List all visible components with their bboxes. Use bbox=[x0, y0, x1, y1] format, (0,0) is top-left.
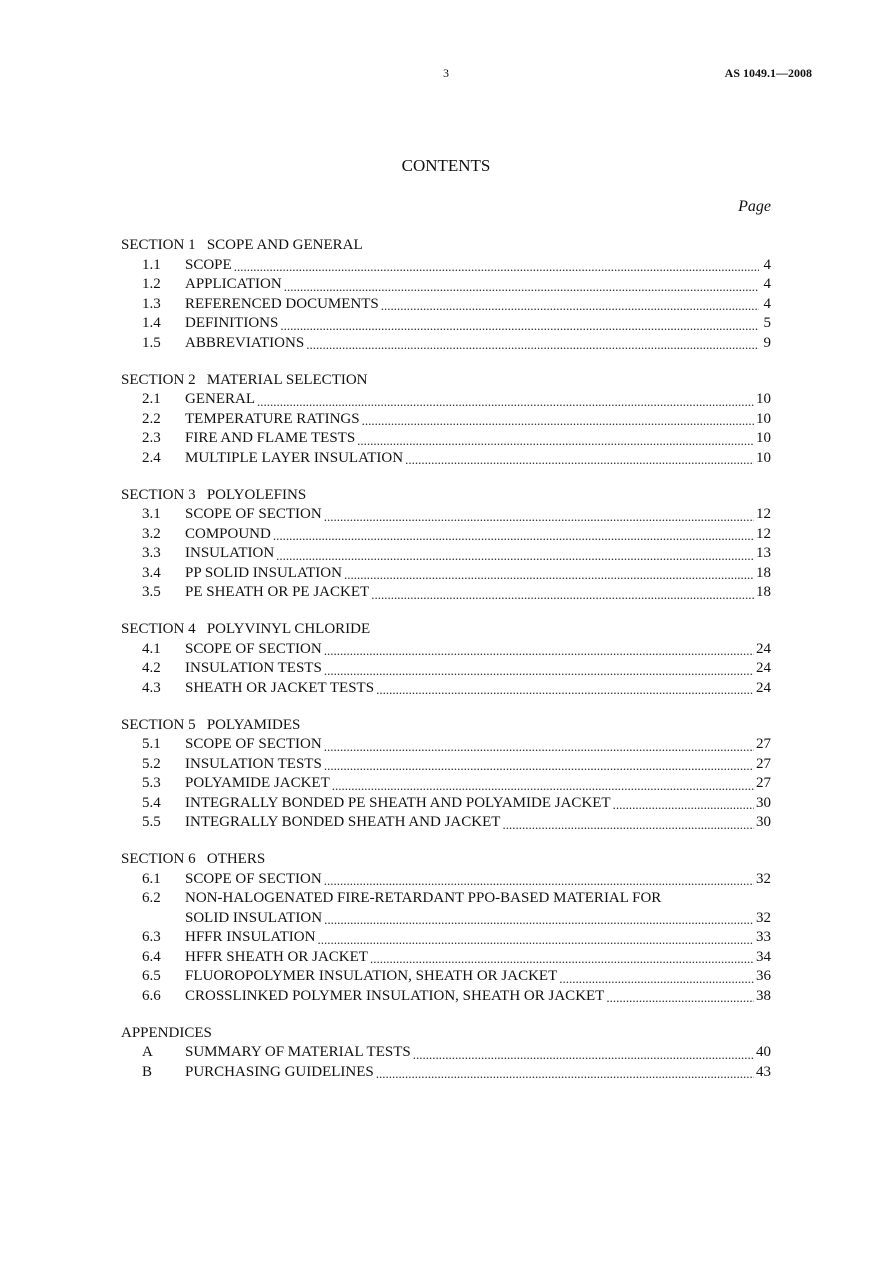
dot-leader bbox=[324, 872, 754, 889]
dot-leader bbox=[273, 527, 754, 544]
entry-number: 6.2 bbox=[142, 890, 161, 906]
dot-leader bbox=[332, 777, 754, 794]
entry-title: APPLICATION bbox=[185, 276, 282, 292]
entry-title: INSULATION bbox=[185, 545, 275, 561]
toc-section bbox=[121, 850, 771, 1006]
entry-title: CROSSLINKED POLYMER INSULATION, SHEATH OR JACKET bbox=[185, 987, 605, 1004]
entry-title: TEMPERATURE RATINGS bbox=[185, 410, 360, 427]
dot-leader bbox=[344, 566, 754, 583]
entry-page-number: 10 bbox=[756, 430, 771, 446]
dot-leader bbox=[370, 950, 754, 967]
toc-entry[interactable] bbox=[121, 889, 771, 928]
dot-leader bbox=[376, 681, 754, 698]
entry-title: INTEGRALLY BONDED SHEATH AND JACKET bbox=[185, 814, 501, 830]
entry-page-number: 4 bbox=[763, 276, 771, 292]
section-heading: SECTION 4 POLYVINYL CHLORIDE bbox=[121, 621, 371, 637]
entry-page-number: 12 bbox=[756, 525, 771, 542]
dot-leader bbox=[234, 258, 759, 275]
entry-number: 1.5 bbox=[142, 334, 161, 351]
toc-entry[interactable] bbox=[121, 794, 771, 814]
entry-number: 6.3 bbox=[142, 929, 161, 945]
toc-entry[interactable] bbox=[121, 967, 771, 987]
entry-number: 3.1 bbox=[142, 506, 161, 522]
entry-title: SCOPE bbox=[185, 256, 232, 273]
toc-entry[interactable] bbox=[121, 1043, 771, 1063]
entry-title: HFFR SHEATH OR JACKET bbox=[185, 948, 368, 965]
entry-page-number: 32 bbox=[756, 870, 771, 887]
dot-leader bbox=[317, 931, 754, 948]
toc-entry[interactable] bbox=[121, 295, 771, 315]
entry-number: 5.2 bbox=[142, 755, 161, 772]
entry-number: 3.2 bbox=[142, 525, 161, 542]
entry-title: INSULATION TESTS bbox=[185, 755, 322, 772]
entry-page-number: 27 bbox=[756, 755, 771, 772]
page-number: 3 bbox=[443, 66, 449, 80]
entry-number: 6.5 bbox=[142, 968, 161, 984]
entry-page-number: 18 bbox=[756, 564, 771, 581]
dot-leader bbox=[284, 278, 759, 295]
entry-title: PE SHEATH OR PE JACKET bbox=[185, 584, 370, 600]
toc-entry[interactable] bbox=[121, 987, 771, 1007]
entry-page-number: 10 bbox=[756, 410, 771, 427]
document-id: AS 1049.1—2008 bbox=[724, 66, 812, 80]
toc-entry[interactable] bbox=[121, 1063, 771, 1083]
toc-entry[interactable] bbox=[121, 544, 771, 564]
toc-entry[interactable] bbox=[121, 755, 771, 775]
entry-number: B bbox=[142, 1063, 153, 1080]
dot-leader bbox=[324, 757, 754, 774]
section-heading: SECTION 5 POLYAMIDES bbox=[121, 716, 301, 733]
dot-leader bbox=[324, 738, 754, 755]
dot-leader bbox=[306, 336, 759, 353]
toc-entry[interactable] bbox=[121, 679, 771, 699]
entry-page-number: 32 bbox=[756, 909, 771, 926]
entry-number: 1.1 bbox=[142, 256, 161, 273]
entry-title: INSULATION TESTS bbox=[185, 660, 322, 676]
toc-entry[interactable] bbox=[121, 640, 771, 660]
toc-entry[interactable] bbox=[121, 774, 771, 794]
toc-entry[interactable] bbox=[121, 583, 771, 603]
entry-page-number: 38 bbox=[756, 987, 771, 1004]
entry-number: 2.3 bbox=[142, 430, 161, 446]
section-heading: APPENDICES bbox=[121, 1024, 212, 1041]
entry-page-number: 9 bbox=[763, 334, 771, 351]
dot-leader bbox=[381, 297, 759, 314]
entry-page-number: 40 bbox=[756, 1044, 771, 1060]
toc-section bbox=[121, 371, 771, 469]
entry-title-continued: SOLID INSULATION bbox=[185, 909, 323, 926]
entry-page-number: 24 bbox=[756, 660, 771, 676]
table-of-contents bbox=[121, 236, 771, 1100]
toc-entry[interactable] bbox=[121, 735, 771, 755]
entry-page-number: 36 bbox=[756, 968, 771, 984]
entry-title: SCOPE OF SECTION bbox=[185, 736, 322, 752]
entry-title: REFERENCED DOCUMENTS bbox=[185, 295, 379, 312]
entry-page-number: 12 bbox=[756, 506, 771, 522]
dot-leader bbox=[405, 451, 754, 468]
toc-entry[interactable] bbox=[121, 314, 771, 334]
toc-section bbox=[121, 236, 771, 353]
toc-entry[interactable] bbox=[121, 813, 771, 833]
toc-entry[interactable] bbox=[121, 870, 771, 890]
toc-entry[interactable] bbox=[121, 429, 771, 449]
entry-page-number: 43 bbox=[756, 1063, 771, 1080]
entry-title: ABBREVIATIONS bbox=[185, 334, 305, 351]
dot-leader bbox=[324, 508, 754, 525]
dot-leader bbox=[413, 1046, 754, 1063]
entry-number: 6.1 bbox=[142, 870, 161, 887]
entry-number: 3.3 bbox=[142, 545, 161, 561]
entry-number: 2.2 bbox=[142, 410, 161, 427]
entry-title: SCOPE OF SECTION bbox=[185, 506, 322, 522]
dot-leader bbox=[371, 586, 754, 603]
toc-entry[interactable] bbox=[121, 334, 771, 354]
toc-entry[interactable] bbox=[121, 525, 771, 545]
toc-entry[interactable] bbox=[121, 275, 771, 295]
entry-title: POLYAMIDE JACKET bbox=[185, 775, 330, 791]
entry-number: 5.3 bbox=[142, 775, 161, 791]
entry-number: 3.4 bbox=[142, 564, 161, 581]
entry-page-number: 30 bbox=[756, 814, 771, 830]
toc-entry[interactable] bbox=[121, 410, 771, 430]
toc-section bbox=[121, 716, 771, 833]
dot-leader bbox=[559, 970, 754, 987]
page-column-label: Page bbox=[738, 198, 771, 215]
dot-leader bbox=[376, 1065, 754, 1082]
entry-number: 5.1 bbox=[142, 736, 161, 752]
entry-page-number: 18 bbox=[756, 584, 771, 600]
entry-number: 4.2 bbox=[142, 660, 161, 676]
entry-title: DEFINITIONS bbox=[185, 315, 279, 331]
entry-title: SHEATH OR JACKET TESTS bbox=[185, 679, 375, 696]
entry-page-number: 24 bbox=[756, 640, 771, 657]
entry-number: 1.3 bbox=[142, 295, 161, 312]
dot-leader bbox=[280, 317, 759, 334]
toc-section bbox=[121, 620, 771, 698]
section-heading: SECTION 1 SCOPE AND GENERAL bbox=[121, 237, 363, 253]
entry-title: SCOPE OF SECTION bbox=[185, 870, 322, 887]
entry-page-number: 33 bbox=[756, 929, 771, 945]
dot-leader bbox=[324, 662, 754, 679]
entry-page-number: 34 bbox=[756, 948, 771, 965]
entry-page-number: 24 bbox=[756, 679, 771, 696]
dot-leader bbox=[362, 412, 754, 429]
entry-title: MULTIPLE LAYER INSULATION bbox=[185, 449, 404, 466]
entry-title: FIRE AND FLAME TESTS bbox=[185, 430, 356, 446]
toc-entry[interactable] bbox=[121, 564, 771, 584]
dot-leader bbox=[276, 547, 754, 564]
section-heading: SECTION 2 MATERIAL SELECTION bbox=[121, 371, 368, 388]
dot-leader bbox=[324, 642, 754, 659]
entry-title: FLUOROPOLYMER INSULATION, SHEATH OR JACKET bbox=[185, 968, 558, 984]
entry-number: 2.4 bbox=[142, 449, 161, 466]
entry-title: INTEGRALLY BONDED PE SHEATH AND POLYAMIDE JACKET bbox=[185, 794, 611, 811]
entry-number: 1.2 bbox=[142, 276, 161, 292]
toc-section bbox=[121, 1024, 771, 1083]
entry-title: SCOPE OF SECTION bbox=[185, 640, 322, 657]
entry-page-number: 4 bbox=[763, 295, 771, 312]
dot-leader bbox=[324, 911, 754, 928]
dot-leader bbox=[357, 432, 754, 449]
toc-section bbox=[121, 486, 771, 603]
entry-title: SUMMARY OF MATERIAL TESTS bbox=[185, 1044, 411, 1060]
toc-entry[interactable] bbox=[121, 659, 771, 679]
entry-number: 6.4 bbox=[142, 948, 161, 965]
dot-leader bbox=[606, 989, 754, 1006]
entry-number: 2.1 bbox=[142, 391, 161, 407]
entry-title: PP SOLID INSULATION bbox=[185, 564, 342, 581]
entry-page-number: 13 bbox=[756, 545, 771, 561]
entry-number: A bbox=[142, 1044, 153, 1060]
entry-title: HFFR INSULATION bbox=[185, 929, 316, 945]
toc-entry[interactable] bbox=[121, 505, 771, 525]
entry-number: 3.5 bbox=[142, 584, 161, 600]
toc-entry[interactable] bbox=[121, 928, 771, 948]
dot-leader bbox=[613, 796, 754, 813]
entry-number: 5.5 bbox=[142, 814, 161, 830]
entry-page-number: 5 bbox=[763, 315, 771, 331]
entry-number: 5.4 bbox=[142, 794, 161, 811]
entry-number: 4.1 bbox=[142, 640, 161, 657]
entry-page-number: 10 bbox=[756, 391, 771, 407]
toc-entry[interactable] bbox=[121, 390, 771, 410]
entry-number: 6.6 bbox=[142, 987, 161, 1004]
entry-title: NON-HALOGENATED FIRE-RETARDANT PPO-BASED MATERIAL FOR bbox=[185, 890, 662, 906]
dot-leader bbox=[502, 816, 754, 833]
entry-page-number: 10 bbox=[756, 449, 771, 466]
page-title: CONTENTS bbox=[401, 156, 491, 175]
section-heading: SECTION 6 OTHERS bbox=[121, 851, 266, 867]
toc-entry[interactable] bbox=[121, 449, 771, 469]
entry-page-number: 27 bbox=[756, 775, 771, 791]
entry-page-number: 27 bbox=[756, 736, 771, 752]
entry-title: GENERAL bbox=[185, 391, 255, 407]
entry-number: 1.4 bbox=[142, 315, 161, 331]
entry-title: COMPOUND bbox=[185, 525, 271, 542]
toc-entry[interactable] bbox=[121, 948, 771, 968]
entry-page-number: 4 bbox=[763, 256, 771, 273]
section-heading: SECTION 3 POLYOLEFINS bbox=[121, 486, 307, 503]
entry-page-number: 30 bbox=[756, 794, 771, 811]
entry-title: PURCHASING GUIDELINES bbox=[185, 1063, 374, 1080]
dot-leader bbox=[257, 393, 754, 410]
entry-number: 4.3 bbox=[142, 679, 161, 696]
toc-entry[interactable] bbox=[121, 256, 771, 276]
